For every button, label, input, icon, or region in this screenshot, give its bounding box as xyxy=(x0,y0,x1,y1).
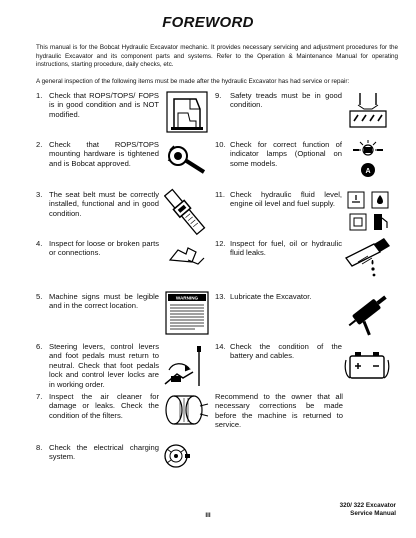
footer-model: 320/ 322 Excavator xyxy=(339,502,396,509)
item-number: 4. xyxy=(36,239,43,248)
item-number: 3. xyxy=(36,190,43,199)
item-text: The seat belt must be correctly installed, functional and in good condition. xyxy=(49,190,159,218)
air-cleaner-icon xyxy=(160,390,210,430)
seat-belt-icon xyxy=(164,188,208,236)
safety-tread-icon xyxy=(346,91,390,131)
item-number: 5. xyxy=(36,292,43,301)
page-number: III xyxy=(205,512,211,519)
item-number: 10. xyxy=(215,140,226,149)
sign-label: WARNING xyxy=(175,295,199,301)
grease-gun-icon xyxy=(342,292,392,336)
item-number: 8. xyxy=(36,443,43,452)
rops-cab-icon xyxy=(166,91,208,133)
item-text: Inspect for loose or broken parts or connections. xyxy=(49,239,159,258)
warning-sign-icon xyxy=(165,291,209,335)
fluid-leak-icon xyxy=(344,238,392,278)
item-text: Check that ROPS/TOPS mounting hardware is tightened and is Bobcat approved. xyxy=(49,140,159,168)
item-text: Check the electrical charging system. xyxy=(49,443,159,462)
control-levers-icon xyxy=(163,344,211,388)
alternator-icon xyxy=(163,443,191,469)
item-number: 9. xyxy=(215,91,222,100)
item-text: Check hydraulic fluid level, engine oil level and fuel supply. xyxy=(230,190,342,209)
broken-part-icon xyxy=(168,242,206,268)
battery-icon xyxy=(344,346,390,386)
page-title: FOREWORD xyxy=(162,14,254,31)
item-number: 14. xyxy=(215,342,226,351)
item-text: Check that ROPS/TOPS/ FOPS is in good condition and is NOT modified. xyxy=(49,91,159,119)
indicator-lamps-icon xyxy=(347,140,389,184)
item-number: 2. xyxy=(36,140,43,149)
item-text: Check for correct function of indicator lamps (Optional on some models. xyxy=(230,140,342,168)
item-text: Inspect for fuel, oil or hydraulic fluid leaks. xyxy=(230,239,342,258)
fluid-levels-icon xyxy=(346,190,390,232)
item-number: 7. xyxy=(36,392,43,401)
item-number: 1. xyxy=(36,91,43,100)
item-text: Inspect the air cleaner for damage or leaks. Check the condition of the filters. xyxy=(49,392,159,420)
item-text: Safety treads must be in good condition. xyxy=(230,91,342,110)
item-number: 13. xyxy=(215,292,226,301)
item-text: Machine signs must be legible and in the correct location. xyxy=(49,292,159,311)
item-number: 12. xyxy=(215,239,226,248)
footer-manual: Service Manual xyxy=(350,510,396,517)
item-number: 11. xyxy=(215,190,225,199)
item-number: 6. xyxy=(36,342,43,351)
item-text: Check the condition of the battery and cables. xyxy=(230,342,342,361)
wrench-bolt-icon xyxy=(166,140,208,176)
inspection-intro: A general inspection of the following items must be made after the hydraulic Excavator has had service or repair: xyxy=(36,78,350,85)
svg-text:A: A xyxy=(365,168,371,175)
intro-paragraph: This manual is for the Bobcat Hydraulic Excavator mechanic. It provides necessary servicing and adjustment procedures for the hydraulic Excavator and its component parts and systems. Refer to the Operation & Maintenance Manual for operating instructions, starting procedure, daily checks, etc. xyxy=(36,44,398,69)
item-text: Lubricate the Excavator. xyxy=(230,292,312,301)
item-text: Steering levers, control levers and foot pedals must return to neutral. Check that foot pedals lock and control lever locks are in working order. xyxy=(49,342,159,389)
recommendation-text: Recommend to the owner that all necessary corrections be made before the machine is returned to service. xyxy=(215,392,343,430)
